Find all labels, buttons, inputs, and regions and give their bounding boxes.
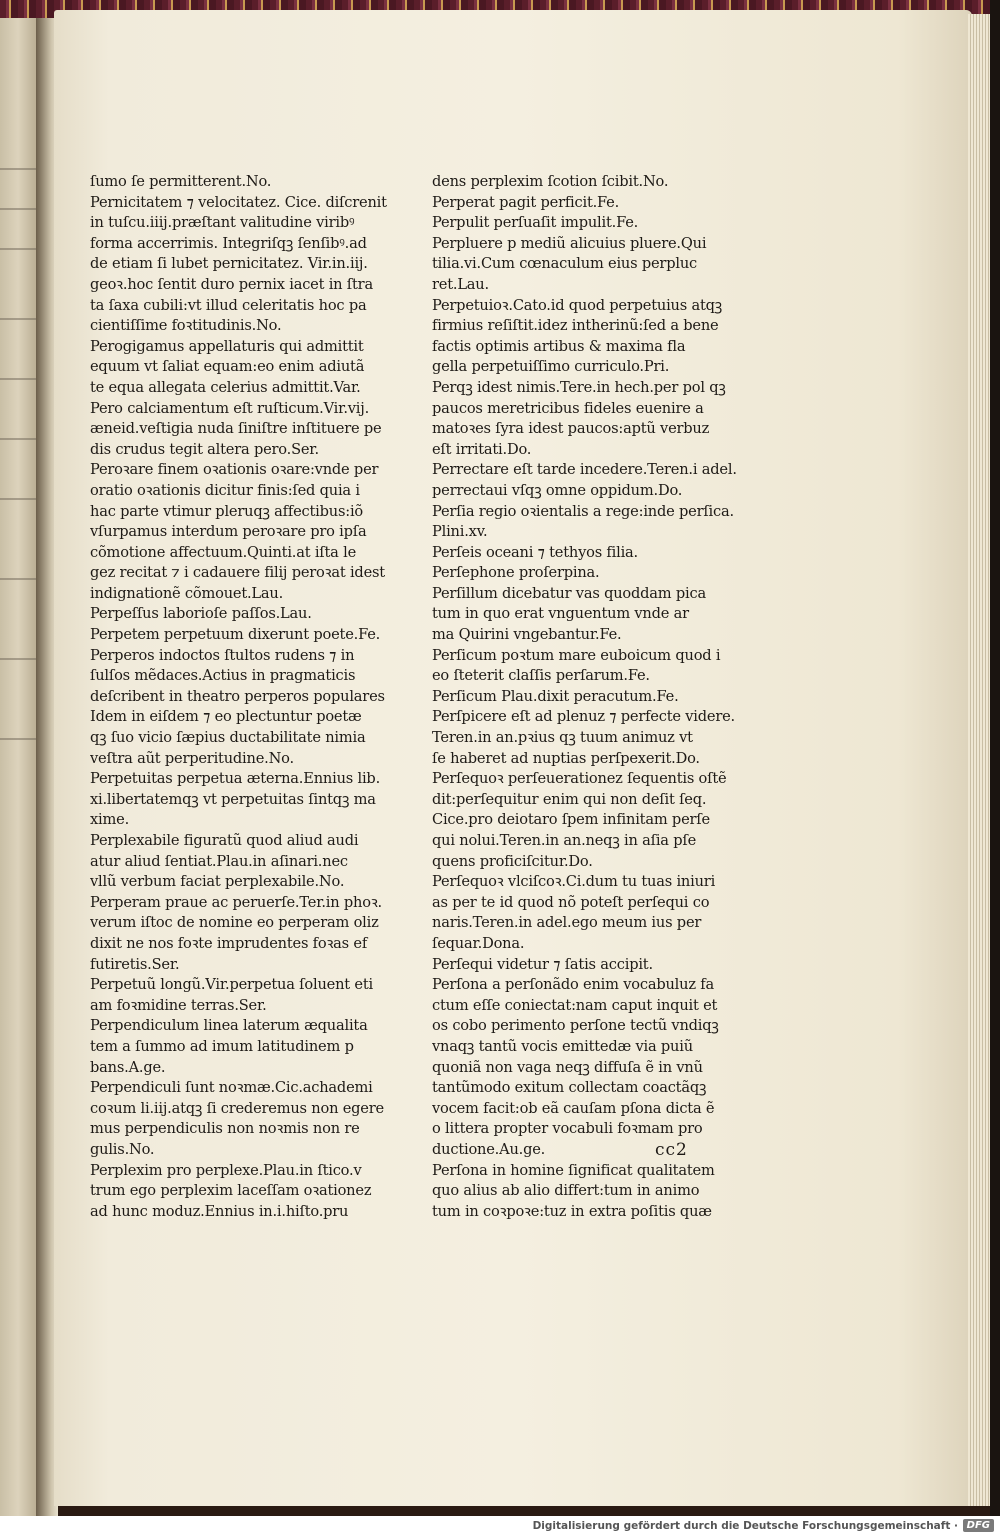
text-line: tilia.vi.Cum cœnaculum eius perpluc bbox=[432, 255, 697, 273]
text-line: tum in coꝛpoꝛe:tuz in extra poſitis quæ bbox=[432, 1202, 712, 1220]
text-line: deſcribent in theatro perperos populares bbox=[90, 687, 385, 705]
text-line: te equa allegata celerius admittit.Var. bbox=[90, 378, 361, 396]
text-line: veſtra aũt perperitudine.No. bbox=[90, 749, 294, 767]
text-line: qꝫ ſuo vicio ſæpius ductabilitate nimia bbox=[90, 729, 366, 747]
text-line: eſt irritati.Do. bbox=[432, 440, 532, 458]
text-line: trum ego perplexim laceſſam oꝛationez bbox=[90, 1182, 372, 1200]
text-line: oratio oꝛationis dicitur finis:ſed quia i bbox=[90, 481, 360, 499]
footer-attribution: Digitalisierung gefördert durch die Deutsche Forschungsgemeinschaft · bbox=[532, 1520, 958, 1532]
text-line: Perſicum Plau.dixit peracutum.Fe. bbox=[432, 687, 679, 705]
text-line: gella perpetuiſſimo curriculo.Pri. bbox=[432, 358, 670, 376]
text-line: hac parte vtimur pleruqꝫ affectibus:iõ bbox=[90, 502, 364, 520]
text-line: dens perplexim ſcotion ſcibit.No. bbox=[432, 173, 669, 190]
text-line: verum iſtoc de nomine eo perperam oliz bbox=[90, 914, 379, 932]
text-line: paucos meretricibus fideles euenire a bbox=[432, 399, 704, 417]
text-line: am foꝛmidine terras.Ser. bbox=[90, 996, 267, 1014]
text-line: Perſephone proſerpina. bbox=[432, 564, 600, 582]
text-line: ſumo ſe permitterent.No. bbox=[90, 173, 272, 190]
text-line: Perpetuũ longũ.Vir.perpetua ſoluent eti bbox=[90, 976, 373, 994]
text-line: quens proficiſcitur.Do. bbox=[432, 852, 593, 870]
text-line: ta ſaxa cubili:vt illud celeritatis hoc pa bbox=[90, 296, 367, 314]
text-line: ma Quirini vngebantur.Fe. bbox=[432, 626, 622, 644]
text-line: ſulſos mẽdaces.Actius in pragmaticis bbox=[90, 667, 356, 685]
scan-outer-border bbox=[990, 0, 1000, 1516]
text-line: Peroꝛare finem oꝛationis oꝛare:vnde per bbox=[90, 461, 379, 479]
text-line: tem a ſummo ad imum latitudinem p bbox=[90, 1037, 354, 1055]
page-fore-edge bbox=[968, 14, 992, 1506]
text-line: gulis.No. bbox=[90, 1140, 155, 1158]
text-line: Pero calciamentum eſt ruſticum.Vir.vij. bbox=[90, 399, 370, 417]
text-line: Perrectare eſt tarde incedere.Teren.i adel. bbox=[432, 461, 737, 479]
text-line: Perpetem perpetuum dixerunt poete.Fe. bbox=[90, 626, 381, 644]
text-line: o littera propter vocabuli foꝛmam pro bbox=[432, 1120, 703, 1138]
text-line: ſequar.Dona. bbox=[432, 934, 525, 952]
text-line: Perpendiculi ſunt noꝛmæ.Cic.achademi bbox=[90, 1079, 373, 1097]
dfg-logo: DFG bbox=[963, 1519, 994, 1532]
text-line: Perſillum dicebatur vas quoddam pica bbox=[432, 584, 706, 602]
text-line: Perpeſſus laborioſe paſſos.Lau. bbox=[90, 605, 312, 623]
text-line: forma accerrimis. Integriſqꝫ ſenſibꝰ.ad bbox=[90, 234, 367, 252]
text-line: ſe haberet ad nuptias perſpexerit.Do. bbox=[432, 749, 700, 767]
text-line: Perpulit perſuaſit impulit.Fe. bbox=[432, 214, 639, 232]
text-line: quoniã non vaga neqꝫ diffuſa ẽ in vnũ bbox=[432, 1058, 703, 1076]
text-line: matoꝛes ſyra idest paucos:aptũ verbuz bbox=[432, 420, 710, 438]
text-line: as per te id quod nõ poteſt perſequi co bbox=[432, 893, 710, 911]
text-column-right bbox=[432, 172, 750, 1222]
text-line: coꝛum li.iij.atqꝫ ſi crederemus non egere bbox=[90, 1099, 384, 1117]
text-line: dixit ne nos foꝛte imprudentes foꝛas ef bbox=[90, 934, 368, 952]
text-line: dis crudus tegit altera pero.Ser. bbox=[90, 440, 319, 458]
text-line: Pernicitatem ⁊ velocitatez. Cice. diſcrenit bbox=[90, 193, 387, 211]
text-line: Perogigamus appellaturis qui admittit bbox=[90, 337, 364, 355]
text-line: Teren.in an.pꝛius qꝫ tuum animuz vt bbox=[432, 729, 693, 747]
text-line: Perqꝫ idest nimis.Tere.in hech.per pol qꝫ bbox=[432, 378, 726, 396]
text-line: tantũmodo exitum collectam coactãqꝫ bbox=[432, 1079, 707, 1097]
text-line: factis optimis artibus & maxima fla bbox=[432, 337, 686, 355]
text-line: gez recitat ⁊ i cadauere filij peroꝛat idest bbox=[90, 564, 385, 582]
text-line: Perpetuioꝛ.Cato.id quod perpetuius atqꝫ bbox=[432, 296, 723, 314]
text-line: Perpluere p mediũ alicuius pluere.Qui bbox=[432, 234, 707, 252]
text-line: Idem in eiſdem ⁊ eo plectuntur poetæ bbox=[90, 708, 362, 726]
facing-page-edge bbox=[0, 18, 40, 1516]
signature-mark: cc2 bbox=[655, 1140, 688, 1160]
text-line: vnaqꝫ tantũ vocis emittedæ via puiũ bbox=[432, 1037, 693, 1055]
text-line: quo alius ab alio differt:tum in animo bbox=[432, 1182, 700, 1200]
text-line: dit:perſequitur enim qui non deſit ſeq. bbox=[432, 790, 707, 808]
text-line: bans.A.ge. bbox=[90, 1058, 166, 1076]
text-line: tum in quo erat vnguentum vnde ar bbox=[432, 605, 689, 623]
text-line: æneid.veſtigia nuda ſiniſtre inſtituere pe bbox=[90, 420, 382, 438]
text-line: qui nolui.Teren.in an.neqꝫ in aſia pſe bbox=[432, 832, 697, 849]
text-line: cientiſſime foꝛtitudinis.No. bbox=[90, 317, 282, 335]
text-line: Plini.xv. bbox=[432, 523, 488, 541]
text-line: Perſona a perſonãdo enim vocabuluz fa bbox=[432, 976, 714, 994]
text-line: vllũ verbum faciat perplexabile.No. bbox=[90, 873, 345, 891]
text-line: xime. bbox=[90, 811, 130, 829]
text-line: futiretis.Ser. bbox=[90, 955, 180, 973]
text-line: ctum eſſe coniectat:nam caput inquit et bbox=[432, 996, 718, 1014]
text-line: ret.Lau. bbox=[432, 275, 489, 293]
text-line: vocem facit:ob eã cauſam pſona dicta ẽ bbox=[432, 1099, 715, 1117]
text-line: equum vt ſaliat equam:eo enim adiutã bbox=[90, 358, 365, 376]
text-line: os cobo perimento perſone tectũ vndiqꝫ bbox=[432, 1017, 719, 1035]
text-line: vſurpamus interdum peroꝛare pro ipſa bbox=[90, 523, 367, 541]
text-line: de etiam ſi lubet pernicitatez. Vir.in.iij. bbox=[90, 255, 368, 273]
text-line: Perperam praue ac peruerſe.Ter.in phoꝛ. bbox=[90, 893, 382, 911]
footer-bar bbox=[0, 1516, 1000, 1539]
text-line: indignationẽ cõmouet.Lau. bbox=[90, 584, 284, 602]
text-line: Perſona in homine ſignificat qualitatem bbox=[432, 1161, 715, 1179]
text-line: ductione.Au.ge. bbox=[432, 1140, 546, 1158]
text-line: eo ſteterit claſſis perſarum.Fe. bbox=[432, 667, 650, 685]
text-line: ad hunc moduz.Ennius in.i.hiſto.pru bbox=[90, 1202, 349, 1220]
text-line: Perpendiculum linea laterum æqualita bbox=[90, 1017, 368, 1035]
text-line: Perpetuitas perpetua æterna.Ennius lib. bbox=[90, 770, 381, 788]
text-line: Perplexim pro perplexe.Plau.in ſtico.v bbox=[90, 1161, 362, 1179]
text-line: Perſpicere eſt ad plenuz ⁊ perfecte videre. bbox=[432, 708, 735, 726]
text-line: geoꝛ.hoc ſentit duro pernix iacet in ſtra bbox=[90, 275, 373, 293]
text-line: in tuſcu.iiij.præſtant valitudine viribꝰ bbox=[90, 214, 355, 232]
text-line: Perſicum poꝛtum mare euboicum quod i bbox=[432, 646, 721, 664]
text-line: Perperos indoctos ſtultos rudens ⁊ in bbox=[90, 646, 355, 664]
text-line: xi.libertatemqꝫ vt perpetuitas ſintqꝫ ma bbox=[90, 790, 376, 808]
text-line: firmius reſiſtit.idez intherinũ:ſed a bene bbox=[432, 317, 719, 335]
text-line: Perperat pagit perficit.Fe. bbox=[432, 193, 620, 211]
text-line: Perplexabile figuratũ quod aliud audi bbox=[90, 832, 359, 849]
text-line: cõmotione affectuum.Quinti.at iſta le bbox=[90, 543, 357, 561]
text-line: Perſeis oceani ⁊ tethyos filia. bbox=[432, 543, 638, 561]
text-line: naris.Teren.in adel.ego meum ius per bbox=[432, 914, 702, 932]
text-line: Perſia regio oꝛientalis a rege:inde perſica. bbox=[432, 502, 734, 520]
text-line: atur aliud ſentiat.Plau.in aſinari.nec bbox=[90, 852, 348, 870]
text-line: Perſequoꝛ perſeuerationez ſequentis oſtẽ bbox=[432, 770, 727, 788]
text-line: perrectaui vſqꝫ omne oppidum.Do. bbox=[432, 481, 683, 499]
text-line: Cice.pro deiotaro ſpem infinitam perſe bbox=[432, 811, 710, 829]
text-column-left bbox=[90, 172, 408, 1222]
text-line: Perſequoꝛ vlciſcoꝛ.Ci.dum tu tuas iniuri bbox=[432, 873, 716, 891]
text-line: Perſequi videtur ⁊ ſatis accipit. bbox=[432, 955, 653, 973]
text-line: mus perpendiculis non noꝛmis non re bbox=[90, 1120, 360, 1138]
